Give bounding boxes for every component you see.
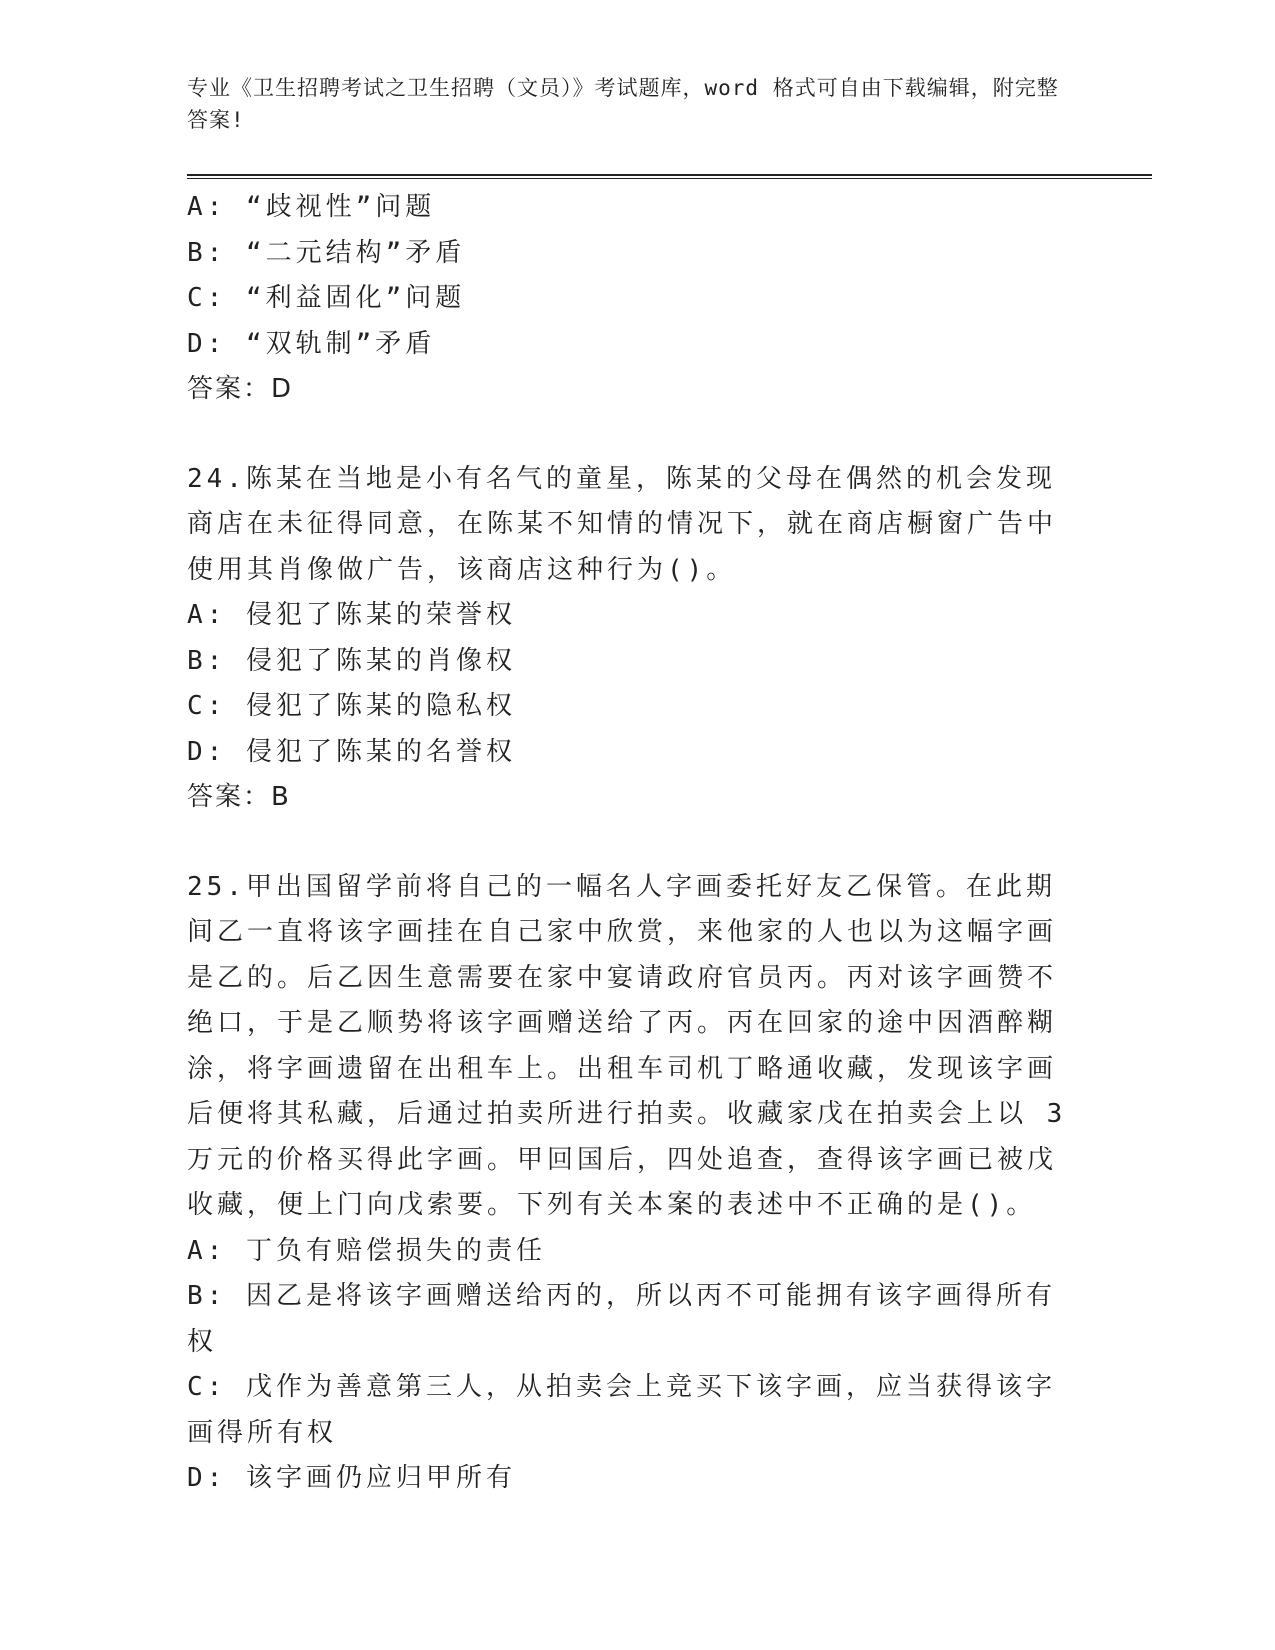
- header-divider: [187, 174, 1152, 179]
- document-header: 专业《卫生招聘考试之卫生招聘（文员）》考试题库，word 格式可自由下载编辑，附完整答案!: [187, 76, 1059, 132]
- option-a: A: “歧视性”问题: [187, 192, 436, 222]
- option-d: D: 侵犯了陈某的名誉权: [187, 736, 516, 767]
- document-page: [187, 72, 1147, 1502]
- option-d: D: 该字画仍应归甲所有: [187, 1463, 516, 1493]
- option-c: C: 侵犯了陈某的隐私权: [187, 691, 516, 721]
- question-text: 24.陈某在当地是小有名气的童星，陈某的父母在偶然的机会发现商店在未征得同意，在陈某不知情的情况下，就在商店橱窗广告中使用其肖像做广告，该商店这种行为()。: [187, 463, 1058, 585]
- option-b: B: 侵犯了陈某的肖像权: [187, 645, 516, 676]
- question-text: 25.甲出国留学前将自己的一幅名人字画委托好友乙保管。在此期间乙一直将该字画挂在自己家中欣赏，来他家的人也以为这幅字画是乙的。后乙因生意需要在家中宴请政府官员丙。丙对该字画赞不绝口，于是乙顺势将该字画赠送给了丙。丙在回家的途中因酒醉糊涂，将字画遗留在出租车上。出租车司机丁略通收藏，发现该字画后便将其私藏，后通过拍卖所进行拍卖。收藏家戊在拍卖会上以 3 万元的价格买得此字画。甲回国后，四处追查，查得该字画已被戊收藏，便上门向戊索要。下列有关本案的表述中不正确的是()。: [187, 871, 1086, 1220]
- option-c: C: 戊作为善意第三人，从拍卖会上竞买下该字画，应当获得该字画得所有权: [187, 1372, 1056, 1448]
- option-c: C: “利益固化”问题: [187, 283, 466, 313]
- option-b: B: “二元结构”矛盾: [187, 237, 466, 268]
- option-a: A: 侵犯了陈某的荣誉权: [187, 600, 516, 630]
- option-b: B: 因乙是将该字画赠送给丙的，所以丙不可能拥有该字画得所有权: [187, 1281, 1056, 1357]
- question-block-25: [187, 865, 1147, 1502]
- answer-line: 答案：D: [187, 374, 294, 404]
- spacer: [187, 821, 1147, 865]
- document-body: [187, 185, 1147, 1502]
- question-block-23: [187, 185, 1147, 413]
- answer-line: 答案：B: [187, 782, 291, 812]
- option-d: D: “双轨制”矛盾: [187, 328, 436, 359]
- option-a: A: 丁负有赔偿损失的责任: [187, 1235, 546, 1266]
- spacer: [187, 413, 1147, 457]
- question-block-24: [187, 457, 1147, 821]
